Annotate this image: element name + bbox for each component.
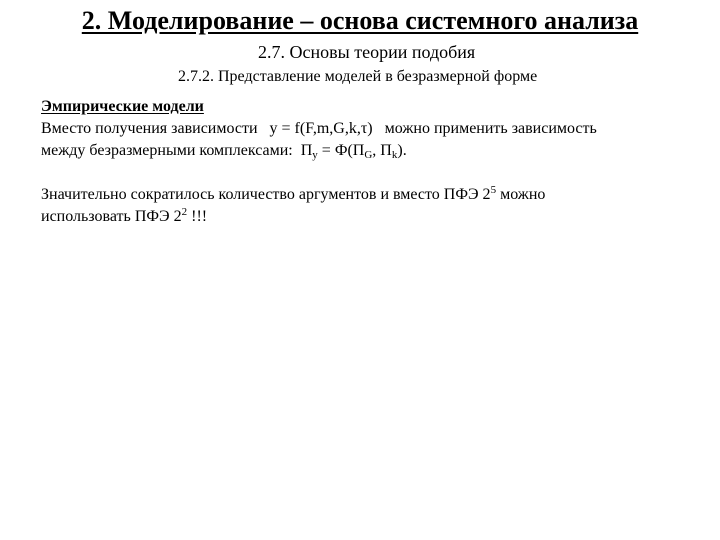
conclusion-text-start: Значительно сократилось количество аргументов и вместо ПФЭ 2 <box>41 186 491 203</box>
paragraph-spacer <box>41 162 701 184</box>
dimensionless-text: между безразмерными комплексами: <box>41 142 293 159</box>
dependency-text-start: Вместо получения зависимости <box>41 120 258 137</box>
subscript-y: y <box>312 149 318 161</box>
conclusion-text-end: !!! <box>187 208 208 225</box>
dependency-text-end: можно применить зависимость <box>384 120 597 137</box>
slide-body <box>41 96 701 228</box>
slide-title: 2. Моделирование – основа системного анализа <box>81 6 639 35</box>
formula-phi: = Ф(П <box>317 142 365 159</box>
subscript-k: k <box>391 149 398 161</box>
section-title: 2.7. Основы теории подобия <box>258 42 476 62</box>
formula-comma-pi: , П <box>372 142 392 159</box>
formula-close: ). <box>397 142 407 159</box>
paragraph-dependency <box>41 118 701 162</box>
pi-symbol: П <box>300 142 313 159</box>
subscript-g: G <box>364 149 373 161</box>
subsection-title: 2.7.2. Представление моделей в безразмерной форме <box>178 68 538 85</box>
formula-function: y = f(F,m,G,k,τ) <box>269 120 373 137</box>
superscript-2: 2 <box>181 206 188 218</box>
superscript-5: 5 <box>490 184 497 196</box>
conclusion-text-line2: использовать ПФЭ 2 <box>41 208 182 225</box>
paragraph-conclusion <box>41 184 701 228</box>
conclusion-text-mid: можно <box>496 186 546 203</box>
empirical-models-heading: Эмпирические модели <box>41 98 204 115</box>
